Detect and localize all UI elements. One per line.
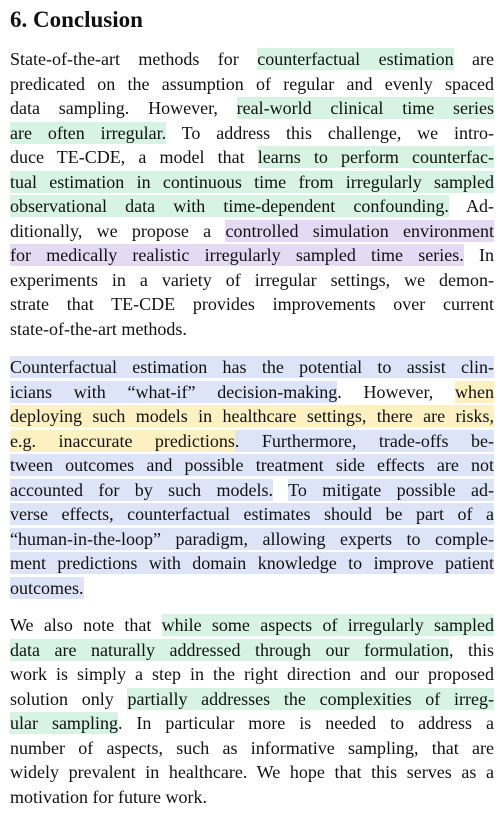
highlighted-text: controlled simulation environment — [225, 220, 495, 241]
text-line — [10, 638, 494, 663]
highlighted-text: observational data with time-dependent confounding. — [10, 196, 449, 216]
text-segment: solution only — [10, 688, 128, 709]
highlighted-text: partially addresses the complexities of irreg- — [127, 688, 494, 709]
highlighted-text: e.g. inaccurate predictions — [10, 430, 235, 451]
text-segment: . However, — [337, 381, 455, 402]
text-line — [10, 711, 494, 736]
text-line — [10, 170, 494, 195]
text-line — [10, 268, 494, 293]
highlighted-text: while some aspects of irregularly sampled — [161, 615, 494, 635]
highlighted-text: To mitigate possible ad- — [288, 479, 494, 500]
text-segment: In — [463, 245, 494, 265]
highlighted-text: tual estimation in continuous time from irregularly sampled — [10, 171, 494, 192]
text-line — [10, 380, 494, 405]
text-line — [10, 96, 494, 121]
text-segment: predicated on the assumption of regular and evenly spaced — [10, 73, 494, 94]
highlighted-text: tween outcomes and possible treatment side effects are not — [10, 455, 494, 475]
text-segment: ditionally, we propose a — [10, 220, 226, 241]
highlighted-text: “human-in-the-loop” paradigm, allowing experts to comple- — [10, 528, 494, 549]
text-segment: number of aspects, such as informative sampling, that are — [10, 737, 494, 758]
highlighted-text: outcomes. — [10, 577, 84, 598]
highlighted-text: Counterfactual estimation has the potential to assist clin- — [10, 357, 494, 377]
text-line — [10, 404, 494, 429]
text-line — [10, 243, 494, 268]
text-line — [10, 145, 494, 170]
text-segment: To address this challenge, we intro- — [166, 122, 494, 143]
text-line — [10, 292, 494, 317]
text-line — [10, 317, 494, 342]
text-line — [10, 760, 494, 785]
text-line — [10, 47, 494, 72]
paragraph-1 — [10, 47, 494, 341]
text-line — [10, 736, 494, 761]
text-segment — [273, 479, 288, 501]
highlighted-text: ment predictions with domain knowledge to improve patient — [10, 553, 494, 573]
text-line — [10, 429, 494, 454]
text-line — [10, 502, 494, 527]
text-line — [10, 687, 494, 712]
text-line — [10, 72, 494, 97]
text-segment: work is simply a step in the right direction and our proposed — [10, 664, 494, 684]
text-segment: strate that TE-CDE provides improvements over current — [10, 294, 494, 314]
text-line — [10, 194, 494, 219]
text-segment: duce TE-CDE, a model that — [10, 147, 258, 167]
text-line — [10, 551, 494, 576]
text-segment: Ad- — [448, 196, 495, 216]
section-heading: 6. Conclusion — [10, 7, 143, 32]
text-segment: , this — [448, 639, 494, 660]
highlighted-text: ular sampling — [10, 713, 118, 733]
paragraph-3 — [10, 613, 494, 809]
highlighted-text: real-world clinical time series — [236, 98, 494, 118]
highlighted-text: learns to perform counterfac- — [257, 147, 494, 167]
highlighted-text: . Furthermore, trade-offs be- — [234, 430, 494, 451]
text-line — [10, 121, 494, 146]
text-line — [10, 662, 494, 687]
text-line — [10, 527, 494, 552]
text-segment: We also note that — [10, 615, 162, 635]
text-segment: are — [453, 49, 494, 69]
text-segment: experiments in a variety of irregular settings, we demon- — [10, 269, 494, 290]
highlighted-text: deploying such models in healthcare settings, there are risks, — [10, 406, 494, 426]
highlighted-text: data are naturally addressed through our formulation — [10, 639, 449, 660]
text-segment: data sampling. However, — [10, 98, 237, 118]
text-segment: state-of-the-art methods. — [10, 318, 187, 339]
highlighted-text: for medically realistic irregularly sampled time series. — [10, 245, 464, 265]
text-line — [10, 613, 494, 638]
text-line — [10, 355, 494, 380]
highlighted-text: counterfactual estimation — [257, 49, 454, 69]
paragraph-2 — [10, 355, 494, 600]
text-line — [10, 219, 494, 244]
highlighted-text: when — [455, 381, 494, 402]
text-segment: widely prevalent in healthcare. We hope that this serves as a — [10, 762, 494, 782]
text-segment: State-of-the-art methods for — [10, 49, 258, 69]
highlighted-text: verse effects, counterfactual estimates should be part of a — [10, 504, 494, 524]
text-segment: . In particular more is needed to address a — [117, 713, 495, 733]
highlighted-text: are often irregular. — [10, 122, 167, 143]
text-segment: motivation for future work. — [10, 786, 207, 807]
text-line — [10, 576, 494, 601]
text-line — [10, 453, 494, 478]
highlighted-text: icians with “what-if” decision-making — [10, 381, 338, 402]
text-line — [10, 785, 494, 810]
highlighted-text: accounted for by such models. — [10, 479, 274, 500]
text-line — [10, 478, 494, 503]
